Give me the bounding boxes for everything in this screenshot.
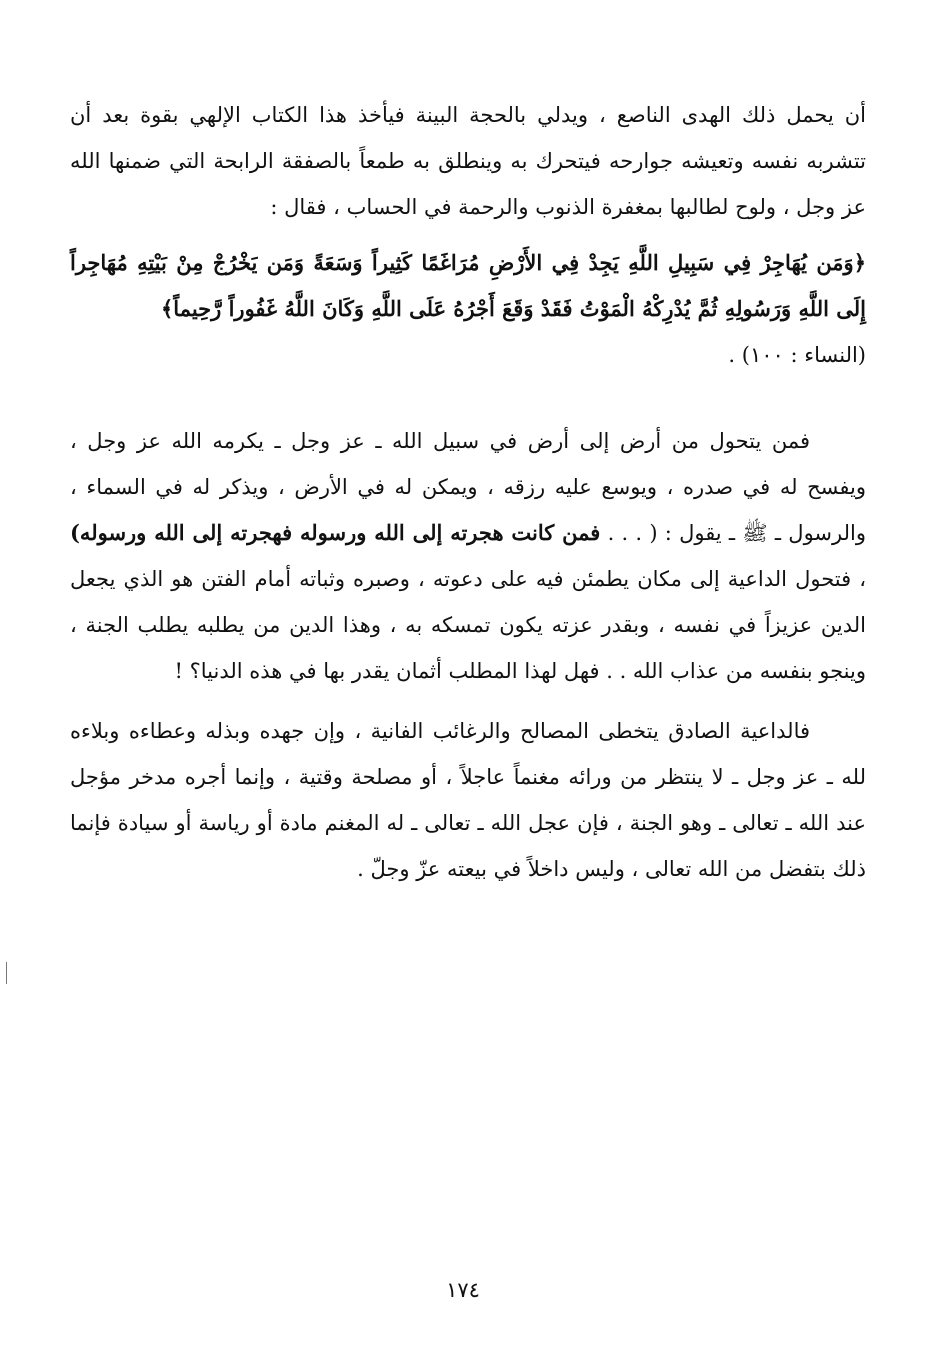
page-number: ١٧٤ (446, 1278, 480, 1302)
quran-verse (70, 240, 866, 378)
hadith-quote: فمن كانت هجرته إلى الله ورسوله فهجرته إلى الله ورسوله) (70, 520, 601, 545)
paragraph-2-text-end: ، فتحول الداعية إلى مكان يطمئن فيه على دعوته ، وصبره وثباته أمام الفتن هو الذي يجعل الدين عزيزاً في نفسه ، وبقدر عزته يكون تمسكه به ، وهذا الدين من يطلبه يطلب الجنة ، وينجو بنفسه من عذاب الله . . فهل لهذا المطلب أثمان يقدر بها في هذه الدنيا؟ ! (70, 567, 866, 683)
margin-mark (6, 962, 7, 984)
paragraph-2-text-start: فمن يتحول من أرض إلى أرض في سبيل الله ـ عز وجل ـ يكرمه الله عز وجل ، ويفسح له في صدره ، ويوسع عليه رزقه ، ويمكن له في الأرض ، ويذكر له في السماء ، والرسول ـ ﷺ ـ يقول : ( . . . (70, 429, 866, 545)
page-body (70, 92, 866, 892)
paragraph-2 (70, 418, 866, 694)
quran-verse-text: ﴿وَمَن يُهَاجِرْ فِي سَبِيلِ اللَّهِ يَجِدْ فِي الأَرْضِ مُرَاغَمًا كَثِيراً وَسَعَةً وَمَن يَخْرُجْ مِنْ بَيْتِهِ مُهَاجِراً إِلَى اللَّهِ وَرَسُولِهِ ثُمَّ يُدْرِكْهُ الْمَوْتُ فَقَدْ وَقَعَ أَجْرُهُ عَلَى اللَّهِ وَكَانَ اللَّهُ غَفُوراً رَّحِيماً﴾ (70, 250, 866, 321)
paragraph-3: فالداعية الصادق يتخطى المصالح والرغائب الفانية ، وإن جهده وبذله وعطاءه وبلاءه لله ـ عز وجل ـ لا ينتظر من ورائه مغنماً عاجلاً ، أو مصلحة وقتية ، وإنما أجره مدخر مؤجل عند الله ـ تعالى ـ وهو الجنة ، فإن عجل الله ـ تعالى ـ له المغنم مادة أو رياسة أو سيادة فإنما ذلك بتفضل من الله تعالى ، وليس داخلاً في بيعته عزّ وجلّ . (70, 719, 866, 881)
spacer (70, 378, 866, 418)
paragraph-1: أن يحمل ذلك الهدى الناصع ، ويدلي بالحجة البينة فيأخذ هذا الكتاب الإلهي بقوة بعد أن تتشربه نفسه وتعيشه جوارحه فيتحرك به وينطلق به طمعاً بالصفقة الرابحة التي ضمنها الله عز وجل ، ولوح لطالبها بمغفرة الذنوب والرحمة في الحساب ، فقال : (70, 103, 866, 219)
spacer (70, 694, 866, 708)
quran-reference: (النساء : ١٠٠) . (728, 343, 866, 367)
